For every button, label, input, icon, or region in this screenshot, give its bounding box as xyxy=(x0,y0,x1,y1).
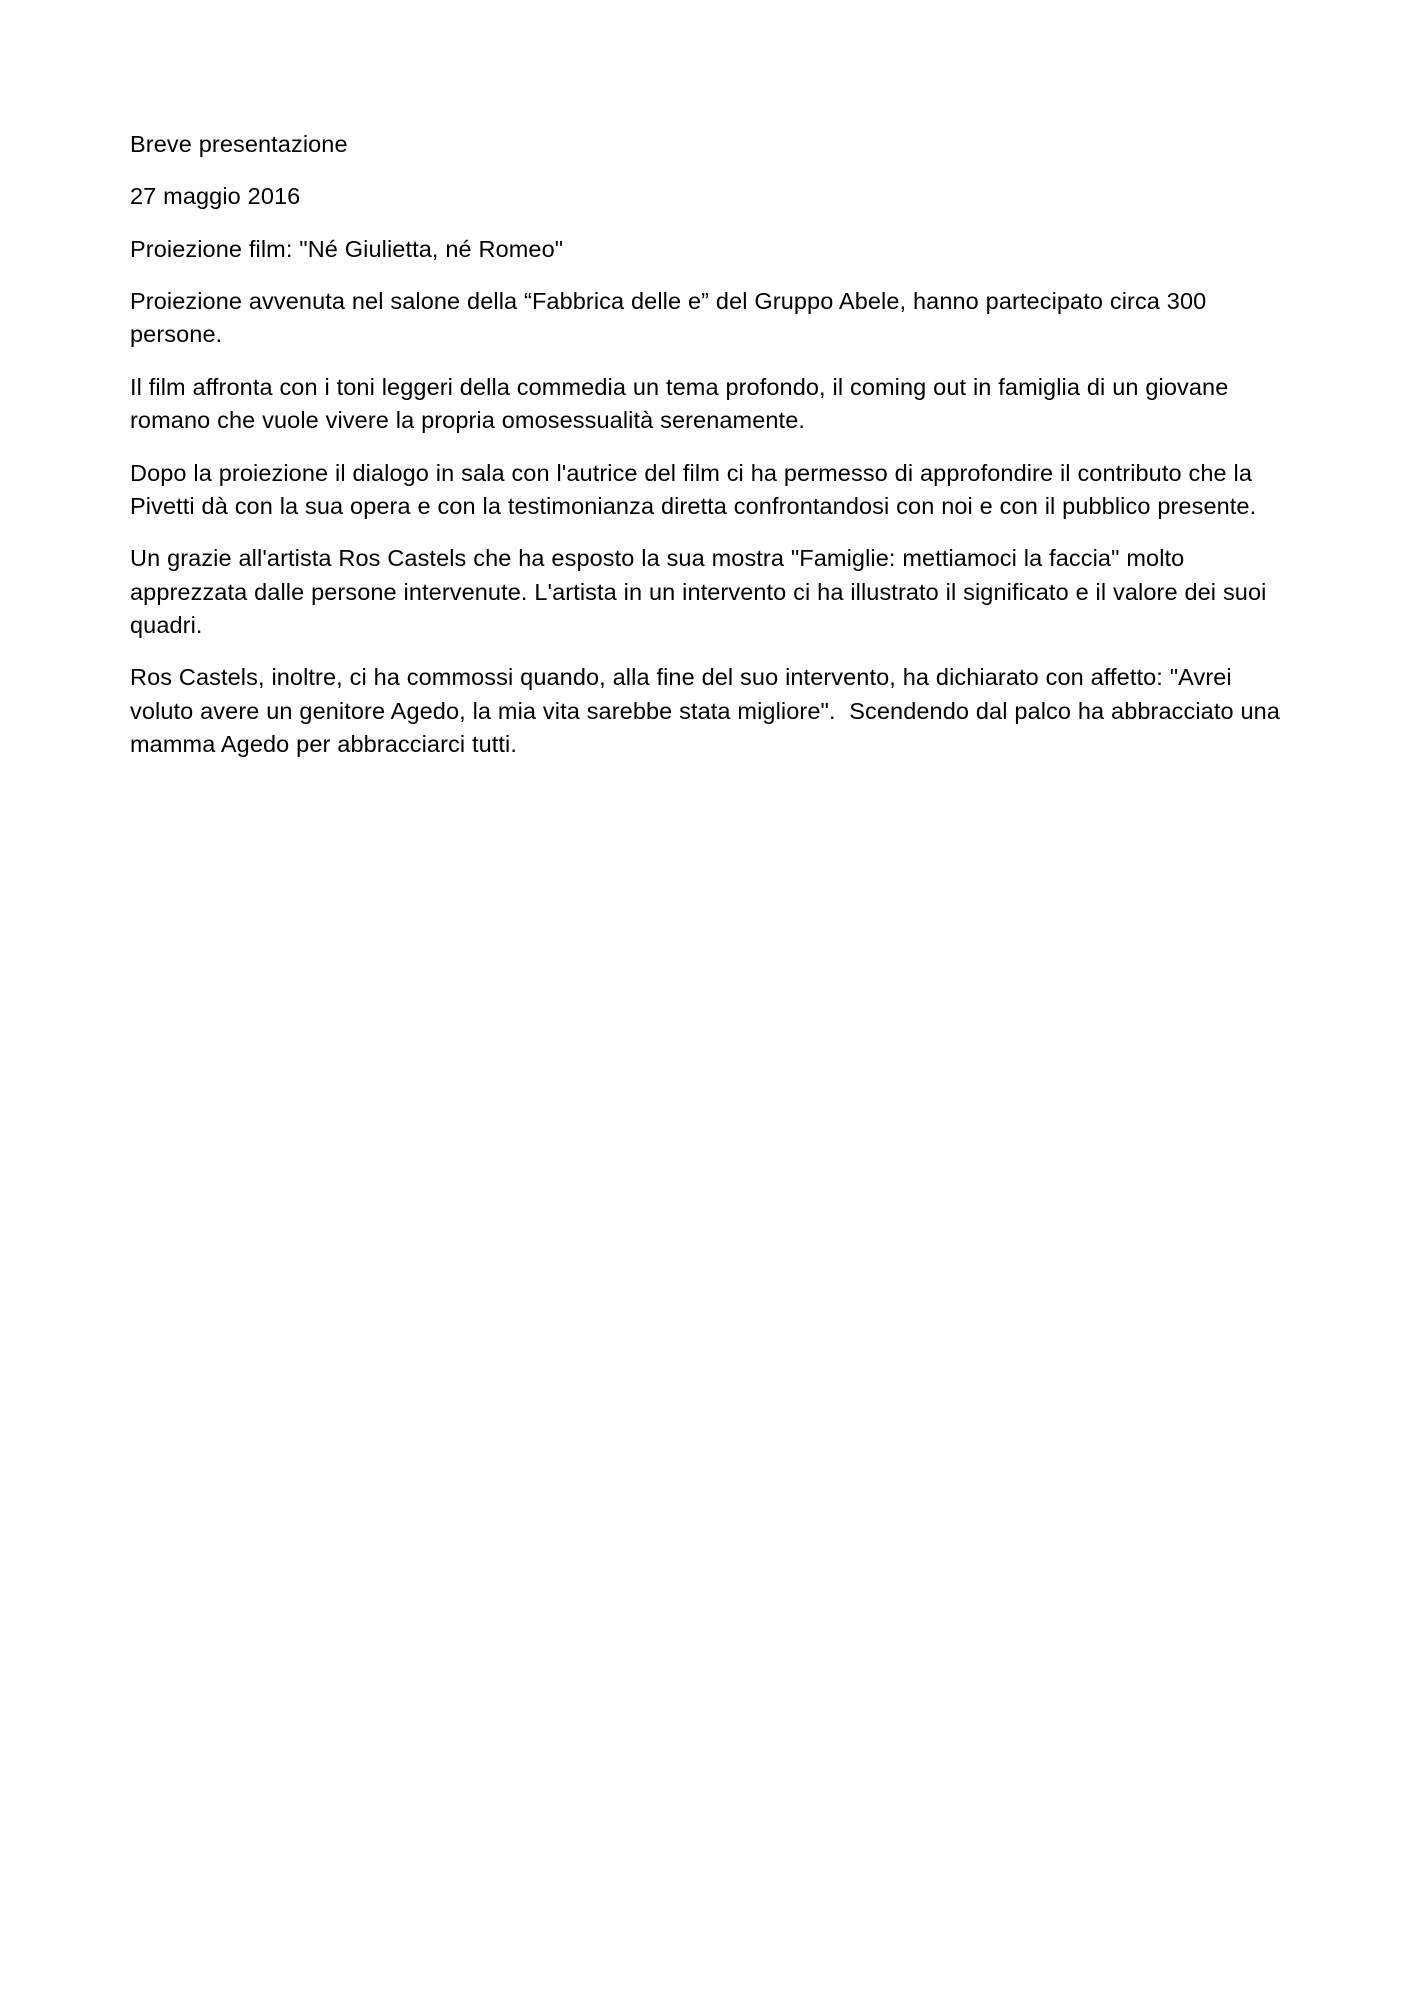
paragraph-film-screening: Proiezione film: "Né Giulietta, né Romeo" xyxy=(130,235,564,262)
paragraph-venue-attendance: Proiezione avvenuta nel salone della “Fabbrica delle e” del Gruppo Abele, hanno partecipato circa 300 persone. xyxy=(130,288,1214,348)
paragraph-date: 27 maggio 2016 xyxy=(130,183,301,210)
paragraph-title: Breve presentazione xyxy=(130,131,348,157)
paragraph-artist-thanks: Un grazie all'artista Ros Castels che ha esposto la sua mostra "Famiglie: mettiamoci la faccia" molto apprezzata dalle persone intervenute. L'artista in un intervento ci ha illustrato il significato e il valore dei suoi quadri. xyxy=(130,545,1274,638)
paragraph-film-theme: Il film affronta con i toni leggeri della commedia un tema profondo, il coming out in famiglia di un giovane romano che vuole vivere la propria omosessualità serenamente. xyxy=(130,373,1236,434)
document-body xyxy=(130,128,1292,761)
paragraph-post-screening-dialogue: Dopo la proiezione il dialogo in sala con l'autrice del film ci ha permesso di approfondire il contributo che la Pivetti dà con la sua opera e con la testimonianza diretta confrontandosi con noi e con il pubblico presente. xyxy=(130,459,1259,519)
paragraph-closing-remarks: Ros Castels, inoltre, ci ha commossi quando, alla fine del suo intervento, ha dichiarato con affetto: "Avrei voluto avere un genitore Agedo, la mia vita sarebbe stata migliore". Scendendo dal palco ha abbracciato una mamma Agedo per abbracciarci tutti. xyxy=(130,664,1287,758)
